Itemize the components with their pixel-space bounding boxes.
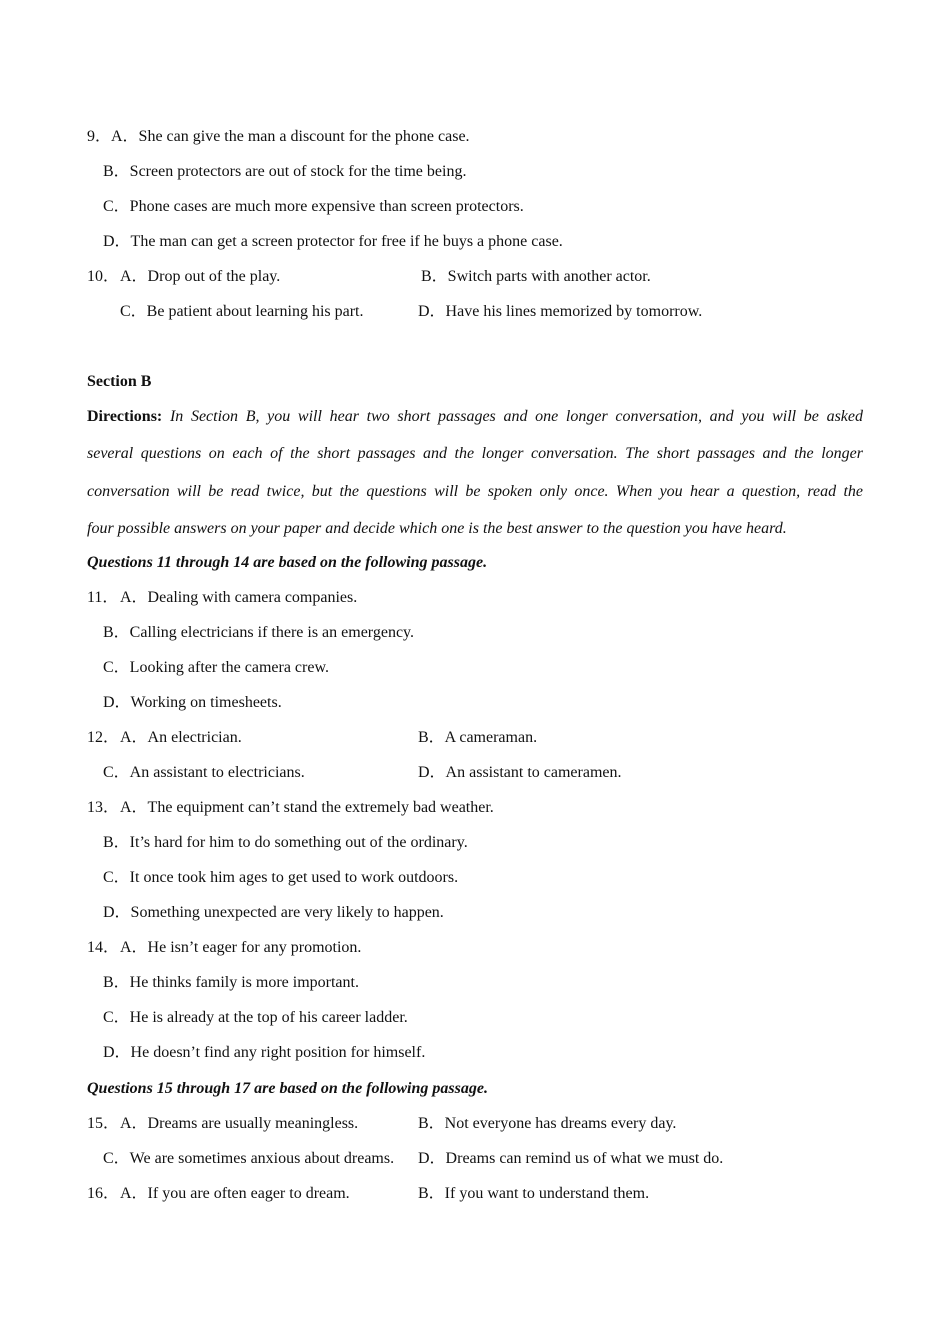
q10-number: 10． bbox=[87, 268, 120, 285]
q14-option-c: C．He is already at the top of his career ladder. bbox=[103, 1009, 408, 1026]
q14-number: 14． bbox=[87, 939, 120, 956]
q12-number: 12． bbox=[87, 729, 120, 746]
q14-option-d: D．He doesn’t find any right position for himself. bbox=[103, 1044, 426, 1061]
q12-option-b: B．A cameraman. bbox=[418, 729, 538, 746]
q15-option-a: A．Dreams are usually meaningless. bbox=[120, 1115, 359, 1132]
directions-line-1 bbox=[87, 407, 863, 427]
q15-option-b: B．Not everyone has dreams every day. bbox=[418, 1115, 677, 1132]
q16-option-a: A．If you are often eager to dream. bbox=[120, 1185, 350, 1202]
q13-option-a: A．The equipment can’t stand the extremely bad weather. bbox=[120, 799, 494, 816]
q16-option-b: B．If you want to understand them. bbox=[418, 1185, 650, 1202]
q13-option-c: C．It once took him ages to get used to work outdoors. bbox=[103, 869, 459, 886]
q15-option-c: C．We are sometimes anxious about dreams. bbox=[103, 1150, 395, 1167]
q15-option-d: D．Dreams can remind us of what we must do. bbox=[418, 1150, 724, 1167]
q13-number: 13． bbox=[87, 799, 120, 816]
directions-text-1: In Section B, you will hear two short passages and one longer conversation, and you will be asked bbox=[169, 408, 864, 425]
q14-option-b: B．He thinks family is more important. bbox=[103, 974, 359, 991]
q11-option-a: A．Dealing with camera companies. bbox=[120, 589, 358, 606]
directions-line-3: conversation will be read twice, but the questions will be spoken only once. When you hear a question, read the bbox=[87, 483, 863, 500]
q10-option-c: C．Be patient about learning his part. bbox=[120, 303, 364, 320]
q10-option-d: D．Have his lines memorized by tomorrow. bbox=[418, 303, 703, 320]
q9-number: 9． bbox=[87, 128, 112, 145]
directions-line-4: four possible answers on your paper and decide which one is the best answer to the question you have heard. bbox=[87, 520, 787, 537]
questions-11-14-heading: Questions 11 through 14 are based on the following passage. bbox=[87, 554, 488, 571]
q11-option-c: C．Looking after the camera crew. bbox=[103, 659, 329, 676]
q9-option-b: B．Screen protectors are out of stock for the time being. bbox=[103, 163, 467, 180]
q11-number: 11． bbox=[87, 589, 119, 606]
q12-option-d: D．An assistant to cameramen. bbox=[418, 764, 622, 781]
q12-option-c: C．An assistant to electricians. bbox=[103, 764, 305, 781]
directions-label: Directions: bbox=[87, 408, 163, 425]
section-b-title: Section B bbox=[87, 373, 152, 390]
q13-option-d: D．Something unexpected are very likely to happen. bbox=[103, 904, 444, 921]
q16-number: 16． bbox=[87, 1185, 120, 1202]
questions-15-17-heading: Questions 15 through 17 are based on the following passage. bbox=[87, 1080, 488, 1097]
q11-option-d: D．Working on timesheets. bbox=[103, 694, 282, 711]
q11-option-b: B．Calling electricians if there is an emergency. bbox=[103, 624, 415, 641]
q9-option-d: D．The man can get a screen protector for free if he buys a phone case. bbox=[103, 233, 563, 250]
q15-number: 15． bbox=[87, 1115, 120, 1132]
q9-option-a: A．She can give the man a discount for the phone case. bbox=[111, 128, 470, 145]
q12-option-a: A．An electrician. bbox=[120, 729, 242, 746]
q9-option-c: C．Phone cases are much more expensive than screen protectors. bbox=[103, 198, 524, 215]
q13-option-b: B．It’s hard for him to do something out of the ordinary. bbox=[103, 834, 468, 851]
q10-option-b: B．Switch parts with another actor. bbox=[421, 268, 651, 285]
directions-line-2: several questions on each of the short passages and the longer conversation. The short passages and the longer bbox=[87, 445, 863, 462]
q14-option-a: A．He isn’t eager for any promotion. bbox=[120, 939, 362, 956]
q10-option-a: A．Drop out of the play. bbox=[120, 268, 281, 285]
